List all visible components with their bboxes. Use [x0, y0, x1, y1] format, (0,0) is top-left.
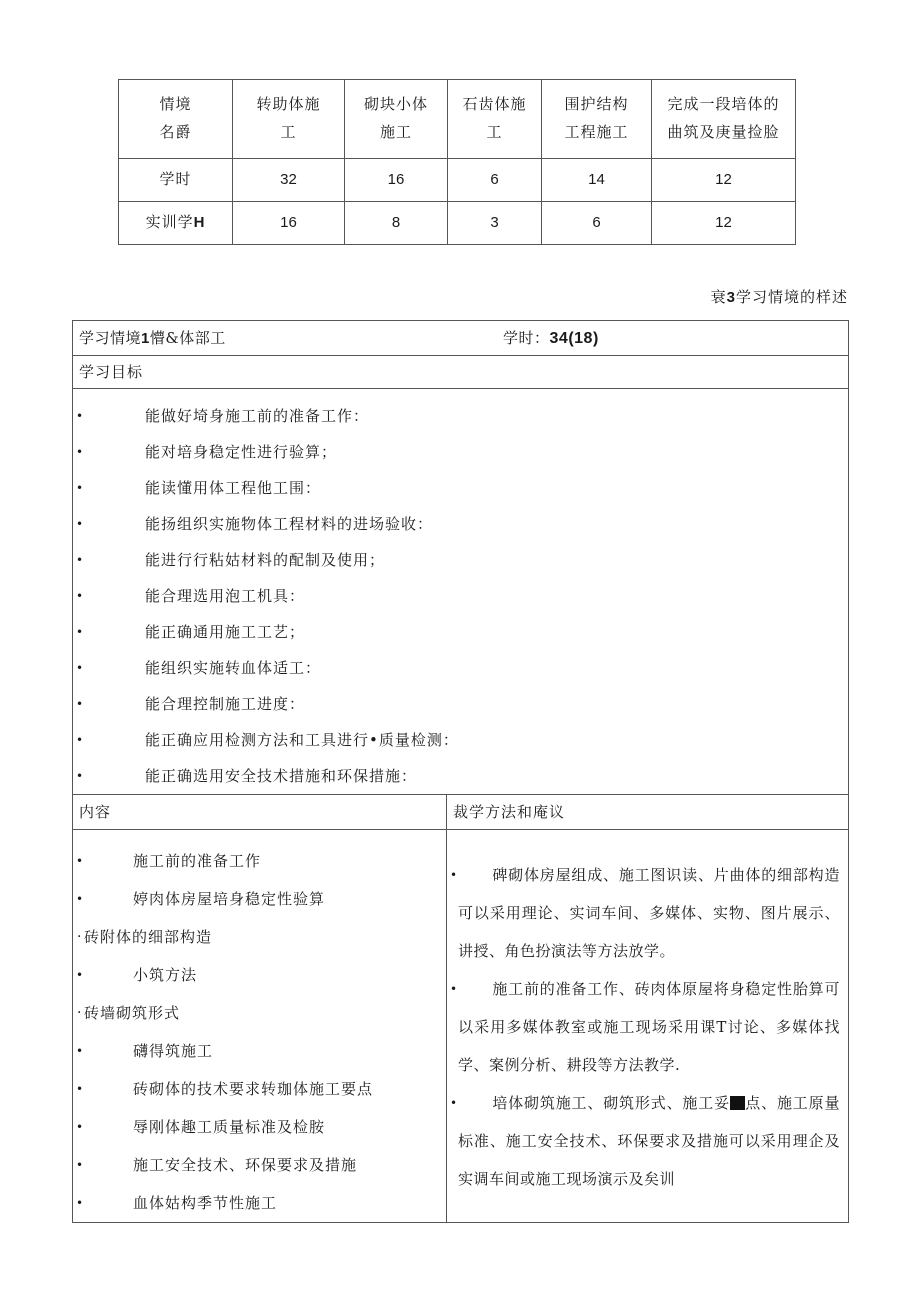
hours-column-header-2	[345, 80, 448, 159]
list-item: • 能对培身稳定性进行验算；	[73, 434, 848, 470]
list-item: • 能做好埼身施工前的准备工作：	[73, 398, 848, 434]
goals-header-label: 学习目标	[79, 363, 144, 381]
list-item: • 能读懂用体工程他工围：	[73, 470, 848, 506]
list-item: • 血体姑构季节性施工	[73, 1184, 446, 1222]
list-item: • 婷肉体房屋培身稳定性验算	[73, 880, 446, 918]
column-header-4-line2: 工程施工	[564, 123, 629, 141]
table-row	[119, 159, 796, 202]
list-item: • 能组织实施转血体适工：	[73, 650, 848, 686]
row-label-training-hours	[119, 202, 233, 245]
methods-list	[447, 830, 848, 1198]
hours-column-header-3	[448, 80, 542, 159]
hours-allocation-table	[118, 79, 796, 245]
situation-title-prefix: 学习情境	[79, 329, 142, 347]
methods-list-cell	[447, 830, 849, 1223]
goals-header-cell	[73, 356, 849, 389]
hours-value: 34(18)	[549, 330, 599, 347]
column-header-3-line2: 工	[486, 123, 503, 141]
situation-title-row	[73, 321, 849, 356]
situation-title-number: 1	[141, 330, 150, 347]
methods-header-label: 裁学方法和庵议	[453, 803, 566, 821]
table-header-row	[119, 80, 796, 159]
column-header-5-line1: 完成一段培体的	[667, 95, 780, 114]
list-item: • 小筑方法	[73, 956, 446, 994]
cell-class-hours-2: 16	[345, 159, 448, 202]
cell-training-hours-1: 16	[233, 202, 345, 245]
header-label-line2: 名爵	[159, 123, 192, 141]
cell-training-hours-3: 3	[448, 202, 542, 245]
list-item: • 能合理选用泡工机具：	[73, 578, 848, 614]
situation-title-suffix: 懵&体部工	[149, 329, 226, 347]
content-list-cell	[73, 830, 447, 1223]
cell-class-hours-5: 12	[652, 159, 796, 202]
hours-label: 学时：	[503, 329, 550, 347]
column-header-5-line2: 曲筑及庚量捡脸	[667, 123, 780, 141]
situation-hours	[503, 327, 599, 348]
content-header-label: 内容	[79, 803, 112, 821]
cell-class-hours-3: 6	[448, 159, 542, 202]
redaction-block	[730, 1096, 745, 1110]
situation-title	[79, 327, 226, 348]
list-item: • 能合理控制施工进度：	[73, 686, 848, 722]
learning-situation-table	[72, 320, 849, 1223]
cell-class-hours-1: 32	[233, 159, 345, 202]
table-row	[119, 202, 796, 245]
hours-column-header-4	[542, 80, 652, 159]
goals-header-row	[73, 356, 849, 389]
list-item: · 砖附体的细部构造	[73, 918, 446, 956]
list-item: • 施工前的准备工作	[73, 842, 446, 880]
header-label-line1: 情境	[159, 95, 192, 114]
list-item	[447, 856, 848, 970]
content-list	[73, 830, 446, 1222]
caption-number: 3	[726, 289, 736, 306]
caption-suffix: 学习情境的样述	[735, 288, 848, 306]
list-item: • 能正确通用施工工艺；	[73, 614, 848, 650]
hours-column-header-1	[233, 80, 345, 159]
goals-list-row	[73, 389, 849, 795]
list-item	[447, 1084, 848, 1198]
cell-training-hours-5: 12	[652, 202, 796, 245]
methods-header-cell	[447, 795, 849, 830]
method-text: 培体砌筑施工、砌筑形式、施工妥	[492, 1094, 730, 1112]
list-item: • 砖砌体的技术要求转珈体施工要点	[73, 1070, 446, 1108]
column-header-1-line1: 转助体施	[256, 95, 321, 114]
hours-column-header-5	[652, 80, 796, 159]
column-header-2-line1: 砌块小体	[363, 95, 428, 114]
training-label-text: 实训学	[145, 213, 194, 232]
cell-training-hours-2: 8	[345, 202, 448, 245]
method-text-continued: 点、施工原量标准、施工安全技术、环保要求及措施可以采用理企及实调车间或施工现场演示及矣训	[458, 1094, 840, 1188]
cell-class-hours-4: 14	[542, 159, 652, 202]
method-text: 施工前的准备工作、砖肉体原屋将身稳定性胎算可以采用多媒体教室或施工现场采用课T讨论、多媒体找学、案例分析、耕段等方法教学.	[458, 980, 840, 1074]
list-item: • 施工安全技术、环保要求及措施	[73, 1146, 446, 1184]
column-header-4-line1: 围护结构	[564, 95, 629, 114]
column-header-1-line2: 工	[280, 123, 297, 141]
content-header-cell	[73, 795, 447, 830]
caption-prefix: 衰	[710, 288, 727, 306]
method-text: 碑砌体房屋组成、施工图识读、片曲体的细部构造可以采用理论、实词车间、多媒体、实物、图片展示、讲授、角色扮演法等方法放学。	[458, 866, 840, 960]
cell-training-hours-4: 6	[542, 202, 652, 245]
list-item: • 能正确选用安全技术措施和环保措施：	[73, 758, 848, 794]
list-item: • 辱刚体趣工质量标准及检胺	[73, 1108, 446, 1146]
list-item: • 能扬组织实施物体工程材料的进场验收：	[73, 506, 848, 542]
hours-row-header-label	[119, 80, 233, 159]
row-label-class-hours: 学时	[119, 159, 233, 202]
training-label-suffix: H	[193, 214, 206, 232]
list-item: • 能进行行粘姑材料的配制及使用；	[73, 542, 848, 578]
content-methods-header-row	[73, 795, 849, 830]
list-item: • 礴得筑施工	[73, 1032, 446, 1070]
situation-title-cell	[73, 321, 849, 356]
column-header-3-line1: 石齿体施	[462, 95, 527, 114]
table-caption	[711, 286, 848, 307]
column-header-2-line2: 施工	[379, 123, 412, 141]
list-item: · 砖墙砌筑形式	[73, 994, 446, 1032]
goals-list-cell	[73, 389, 849, 795]
content-methods-body-row	[73, 830, 849, 1223]
list-item	[447, 970, 848, 1084]
goals-list	[73, 389, 848, 794]
list-item: • 能正确应用检测方法和工具进行•质量检测：	[73, 722, 848, 758]
